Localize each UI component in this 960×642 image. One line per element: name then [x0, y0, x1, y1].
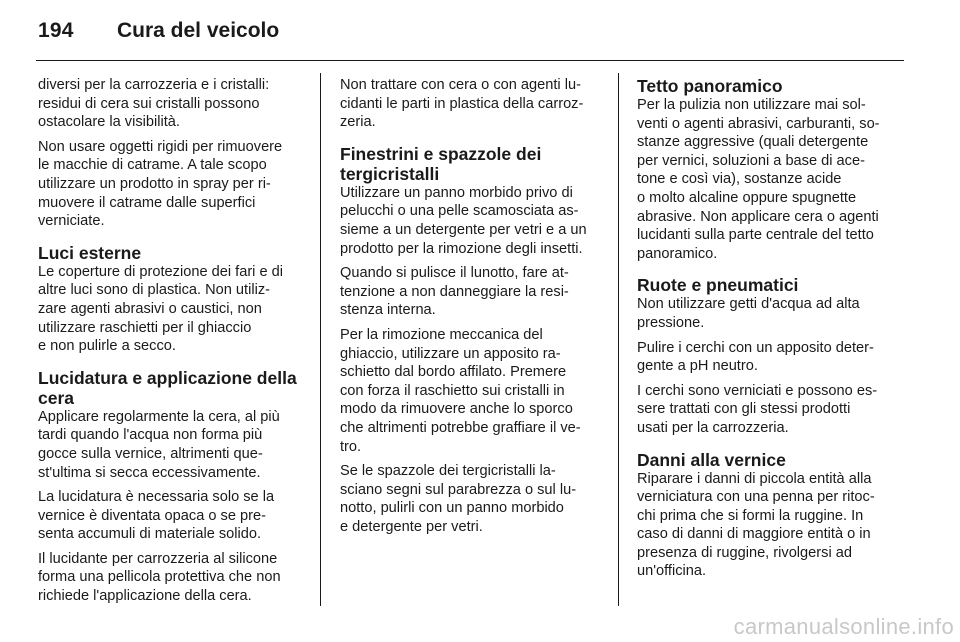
paragraph-finestrini-1: Utilizzare un panno morbido privo di pelucchi o una pelle scamosciata as- sieme a un detergente per vetri e a un prodotto per la rimozione degli insetti.: [340, 184, 587, 257]
header-rule: [36, 60, 904, 61]
heading-luci-esterne: Luci esterne: [38, 242, 142, 263]
heading-danni-vernice: Danni alla vernice: [637, 449, 786, 470]
paragraph-lucidatura-1: Applicare regolarmente la cera, al più tardi quando l'acqua non forma più gocce sulla vernice, altrimenti que- st'ultima si secca eccessivamente.: [38, 408, 280, 481]
heading-ruote: Ruote e pneumatici: [637, 275, 799, 296]
paragraph-lucidatura-3: Il lucidante per carrozzeria al silicone forma una pellicola protettiva che non richiede l'applicazione della cera.: [38, 550, 281, 605]
paragraph-finestrini-4: Se le spazzole dei tergicristalli la- sciano segni sul parabrezza o sul lu- notto, pulirli con un panno morbido e detergente per vetri.: [340, 463, 577, 535]
heading-tetto-panoramico: Tetto panoramico: [637, 76, 783, 96]
paragraph-finestrini-2: Quando si pulisce il lunotto, fare at- tenzione a non danneggiare la resi- stenza interna.: [340, 265, 569, 319]
paragraph-ruote-1: Non utilizzare getti d'acqua ad alta pressione.: [637, 296, 860, 331]
page-number: 194: [38, 19, 74, 42]
column-3: [637, 76, 905, 587]
paragraph-finestrini-3: Per la rimozione meccanica del ghiaccio, utilizzare un apposito ra- schietto dal bordo affilato. Premere con forza il raschietto sui cristalli in modo da rimuovere anche lo sporco che altrimenti potrebbe graffiare il ve- tro.: [340, 326, 581, 455]
heading-finestrini: Finestrini e spazzole dei tergicristalli: [340, 143, 542, 184]
page-title: Cura del veicolo: [117, 19, 280, 42]
paragraph-tetto-panoramico: Per la pulizia non utilizzare mai sol- venti o agenti abrasivi, carburanti, so- stanze aggressive (quali detergente per vernici, soluzioni a base di ace- tone e così via), sostanze acide o molto alcaline oppure spugnette abrasive. Non applicare cera o agenti lucidanti sulla parte centrale del tetto panoramico.: [637, 97, 880, 262]
paragraph-ruote-2: Pulire i cerchi con un apposito deter- gente a pH neutro.: [637, 339, 874, 375]
heading-lucidatura: Lucidatura e applicazione della cera: [38, 367, 297, 408]
column-divider-2: [618, 73, 619, 606]
paragraph-danni-vernice: Riparare i danni di piccola entità alla verniciatura con una penna per ritoc- chi prima che si formi la ruggine. In caso di danni di maggiore entità o in presenza di ruggine, rivolgersi ad un'officina.: [637, 470, 875, 580]
watermark: carmanualsonline.info: [733, 614, 954, 639]
paragraph-luci-esterne: Le coperture di protezione dei fari e di altre luci sono di plastica. Non utiliz- zare agenti abrasivi o caustici, non utilizzare raschietti per il ghiaccio e non pulirle a secco.: [38, 263, 284, 355]
paragraph-catrame: Non usare oggetti rigidi per rimuovere le macchie di catrame. A tale scopo utilizzare un prodotto in spray per ri- muovere il catrame dalle superfici verniciate.: [38, 138, 283, 230]
paragraph-ruote-3: I cerchi sono verniciati e possono es- sere trattati con gli stessi prodotti usati per la carrozzeria.: [637, 382, 878, 436]
paragraph-cristalli: diversi per la carrozzeria e i cristalli: residui di cera sui cristalli possono ostacolare la visibilità.: [38, 77, 270, 131]
paragraph-lucidatura-2: La lucidatura è necessaria solo se la vernice è diventata opaca o se pre- senta accumuli di materiale solido.: [38, 489, 275, 543]
column-2: [340, 76, 606, 542]
paragraph-plastica: Non trattare con cera o con agenti lu- cidanti le parti in plastica della carroz- zeria.: [340, 77, 584, 131]
column-divider-1: [320, 73, 321, 606]
column-1: [38, 76, 306, 612]
